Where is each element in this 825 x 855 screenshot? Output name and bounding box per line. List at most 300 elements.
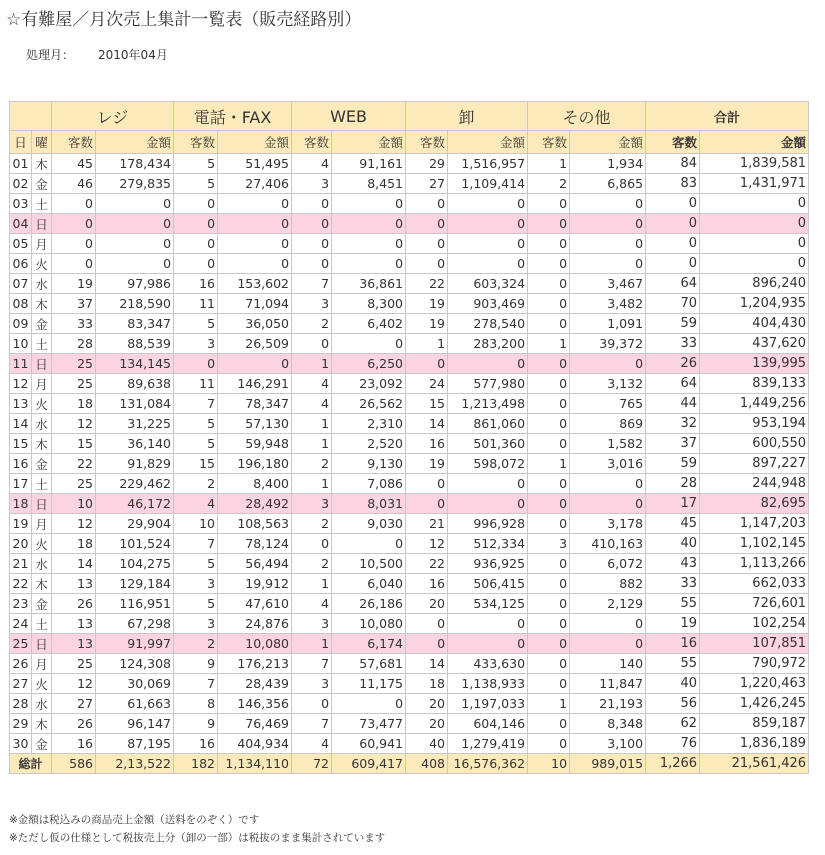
weekday-cell: 月	[32, 374, 52, 394]
value-cell: 61,663	[96, 694, 174, 714]
day-cell: 16	[10, 454, 32, 474]
value-cell: 0	[332, 194, 406, 214]
value-cell: 10,080	[332, 614, 406, 634]
column-header-amount: 金額	[218, 131, 292, 154]
value-cell: 0	[406, 214, 448, 234]
table-row	[10, 474, 809, 494]
value-cell: 2	[174, 474, 218, 494]
value-cell: 1,934	[570, 154, 646, 174]
value-cell: 45	[52, 154, 96, 174]
value-cell: 0	[528, 414, 570, 434]
total-value-cell: 600,550	[700, 434, 809, 454]
day-cell: 29	[10, 714, 32, 734]
value-cell: 0	[528, 594, 570, 614]
value-cell: 6,040	[332, 574, 406, 594]
value-cell: 0	[96, 194, 174, 214]
value-cell: 4	[292, 594, 332, 614]
value-cell: 0	[96, 254, 174, 274]
day-cell: 06	[10, 254, 32, 274]
value-cell: 3,132	[570, 374, 646, 394]
day-cell: 30	[10, 734, 32, 754]
value-cell: 0	[448, 214, 528, 234]
weekday-cell: 土	[32, 194, 52, 214]
value-cell: 28,439	[218, 674, 292, 694]
value-cell: 0	[332, 254, 406, 274]
value-cell: 16	[52, 734, 96, 754]
value-cell: 25	[52, 354, 96, 374]
value-cell: 36,861	[332, 274, 406, 294]
value-cell: 882	[570, 574, 646, 594]
table-row	[10, 454, 809, 474]
total-value-cell: 662,033	[700, 574, 809, 594]
total-value-cell: 17	[646, 494, 700, 514]
table-row	[10, 694, 809, 714]
value-cell: 0	[528, 554, 570, 574]
value-cell: 0	[448, 494, 528, 514]
value-cell: 36,140	[96, 434, 174, 454]
processing-month-label: 処理月：	[26, 48, 75, 62]
value-cell: 0	[52, 234, 96, 254]
value-cell: 0	[406, 354, 448, 374]
value-cell: 26	[52, 714, 96, 734]
day-cell: 20	[10, 534, 32, 554]
value-cell: 0	[292, 694, 332, 714]
total-value-cell: 84	[646, 154, 700, 174]
value-cell: 11,847	[570, 674, 646, 694]
total-value-cell: 1,113,266	[700, 554, 809, 574]
value-cell: 903,469	[448, 294, 528, 314]
value-cell: 1	[292, 634, 332, 654]
table-row	[10, 294, 809, 314]
total-value-cell: 839,133	[700, 374, 809, 394]
value-cell: 0	[528, 514, 570, 534]
value-cell: 19	[406, 294, 448, 314]
total-value-cell: 55	[646, 654, 700, 674]
weekday-cell: 月	[32, 514, 52, 534]
total-cell: 586	[52, 754, 96, 774]
value-cell: 0	[570, 634, 646, 654]
value-cell: 12	[52, 414, 96, 434]
value-cell: 83,347	[96, 314, 174, 334]
value-cell: 11	[174, 294, 218, 314]
group-header-total: 合計	[646, 102, 809, 131]
value-cell: 433,630	[448, 654, 528, 674]
total-value-cell: 32	[646, 414, 700, 434]
value-cell: 1	[292, 354, 332, 374]
weekday-cell: 月	[32, 654, 52, 674]
weekday-cell: 木	[32, 434, 52, 454]
value-cell: 936,925	[448, 554, 528, 574]
total-value-cell: 16	[646, 634, 700, 654]
value-cell: 0	[52, 254, 96, 274]
value-cell: 0	[448, 194, 528, 214]
value-cell: 0	[528, 294, 570, 314]
table-row	[10, 534, 809, 554]
value-cell: 31,225	[96, 414, 174, 434]
weekday-cell: 日	[32, 214, 52, 234]
value-cell: 0	[52, 194, 96, 214]
value-cell: 0	[406, 614, 448, 634]
value-cell: 0	[52, 214, 96, 234]
value-cell: 0	[528, 194, 570, 214]
day-cell: 17	[10, 474, 32, 494]
value-cell: 0	[570, 474, 646, 494]
table-row	[10, 514, 809, 534]
value-cell: 124,308	[96, 654, 174, 674]
value-cell: 6,072	[570, 554, 646, 574]
value-cell: 0	[174, 354, 218, 374]
value-cell: 8	[174, 694, 218, 714]
day-cell: 18	[10, 494, 32, 514]
value-cell: 0	[570, 354, 646, 374]
value-cell: 0	[528, 274, 570, 294]
value-cell: 0	[292, 534, 332, 554]
column-header-amount: 金額	[570, 131, 646, 154]
value-cell: 57,130	[218, 414, 292, 434]
total-value-cell: 44	[646, 394, 700, 414]
total-value-cell: 82,695	[700, 494, 809, 514]
page-title: ☆有難屋／月次売上集計一覧表（販売経路別）	[6, 10, 362, 30]
footnote: ※金額は税込みの商品売上金額（送料をのぞく）です	[9, 814, 260, 826]
value-cell: 1	[292, 574, 332, 594]
value-cell: 501,360	[448, 434, 528, 454]
value-cell: 51,495	[218, 154, 292, 174]
value-cell: 0	[292, 334, 332, 354]
value-cell: 1,279,419	[448, 734, 528, 754]
value-cell: 996,928	[448, 514, 528, 534]
value-cell: 5	[174, 434, 218, 454]
day-cell: 14	[10, 414, 32, 434]
value-cell: 0	[332, 334, 406, 354]
value-cell: 0	[406, 194, 448, 214]
value-cell: 101,524	[96, 534, 174, 554]
value-cell: 1	[292, 474, 332, 494]
value-cell: 56,494	[218, 554, 292, 574]
total-value-cell: 83	[646, 174, 700, 194]
value-cell: 0	[332, 534, 406, 554]
total-value-cell: 726,601	[700, 594, 809, 614]
weekday-cell: 金	[32, 734, 52, 754]
value-cell: 6,865	[570, 174, 646, 194]
value-cell: 1,091	[570, 314, 646, 334]
column-header-total-amount: 金額	[700, 131, 809, 154]
value-cell: 3,482	[570, 294, 646, 314]
value-cell: 24	[406, 374, 448, 394]
group-header-other: その他	[528, 102, 646, 131]
total-value-cell: 0	[646, 194, 700, 214]
value-cell: 6,174	[332, 634, 406, 654]
value-cell: 36,050	[218, 314, 292, 334]
value-cell: 0	[332, 234, 406, 254]
value-cell: 108,563	[218, 514, 292, 534]
total-value-cell: 1,147,203	[700, 514, 809, 534]
value-cell: 1,582	[570, 434, 646, 454]
weekday-cell: 水	[32, 414, 52, 434]
day-cell: 21	[10, 554, 32, 574]
value-cell: 20	[406, 594, 448, 614]
day-cell: 11	[10, 354, 32, 374]
value-cell: 3	[292, 674, 332, 694]
value-cell: 5	[174, 314, 218, 334]
value-cell: 598,072	[448, 454, 528, 474]
value-cell: 0	[570, 194, 646, 214]
value-cell: 2	[174, 634, 218, 654]
weekday-cell: 金	[32, 454, 52, 474]
total-value-cell: 76	[646, 734, 700, 754]
value-cell: 91,161	[332, 154, 406, 174]
total-value-cell: 790,972	[700, 654, 809, 674]
total-value-cell: 62	[646, 714, 700, 734]
value-cell: 4	[174, 494, 218, 514]
weekday-cell: 火	[32, 394, 52, 414]
value-cell: 88,539	[96, 334, 174, 354]
value-cell: 869	[570, 414, 646, 434]
table-row	[10, 674, 809, 694]
value-cell: 7	[292, 274, 332, 294]
value-cell: 0	[528, 234, 570, 254]
value-cell: 0	[528, 474, 570, 494]
value-cell: 26,562	[332, 394, 406, 414]
total-cell: 16,576,362	[448, 754, 528, 774]
value-cell: 0	[528, 214, 570, 234]
total-value-cell: 139,995	[700, 354, 809, 374]
value-cell: 23,092	[332, 374, 406, 394]
table-row	[10, 274, 809, 294]
value-cell: 8,300	[332, 294, 406, 314]
value-cell: 0	[570, 214, 646, 234]
value-cell: 1,516,957	[448, 154, 528, 174]
table-row	[10, 234, 809, 254]
value-cell: 12	[52, 514, 96, 534]
value-cell: 27	[52, 694, 96, 714]
grand-total-count: 1,266	[646, 754, 700, 774]
weekday-cell: 日	[32, 354, 52, 374]
weekday-cell: 金	[32, 314, 52, 334]
value-cell: 13	[52, 614, 96, 634]
total-value-cell: 64	[646, 374, 700, 394]
value-cell: 14	[406, 654, 448, 674]
total-value-cell: 0	[700, 214, 809, 234]
total-value-cell: 64	[646, 274, 700, 294]
value-cell: 0	[448, 634, 528, 654]
value-cell: 47,610	[218, 594, 292, 614]
column-header-count: 客数	[406, 131, 448, 154]
value-cell: 29,904	[96, 514, 174, 534]
value-cell: 13	[52, 634, 96, 654]
total-value-cell: 1,839,581	[700, 154, 809, 174]
value-cell: 22	[406, 554, 448, 574]
processing-month-value: 2010年04月	[98, 48, 168, 62]
value-cell: 37	[52, 294, 96, 314]
value-cell: 0	[174, 254, 218, 274]
value-cell: 1	[292, 434, 332, 454]
value-cell: 1,138,933	[448, 674, 528, 694]
total-value-cell: 1,426,245	[700, 694, 809, 714]
table-row	[10, 634, 809, 654]
weekday-cell: 水	[32, 694, 52, 714]
total-value-cell: 953,194	[700, 414, 809, 434]
value-cell: 0	[292, 234, 332, 254]
total-value-cell: 26	[646, 354, 700, 374]
value-cell: 5	[174, 414, 218, 434]
value-cell: 8,348	[570, 714, 646, 734]
column-header-count: 客数	[528, 131, 570, 154]
weekday-cell: 火	[32, 674, 52, 694]
value-cell: 91,997	[96, 634, 174, 654]
value-cell: 25	[52, 654, 96, 674]
group-header-web: WEB	[292, 102, 406, 131]
value-cell: 5	[174, 554, 218, 574]
value-cell: 0	[332, 694, 406, 714]
value-cell: 0	[570, 234, 646, 254]
value-cell: 0	[570, 254, 646, 274]
weekday-cell: 木	[32, 154, 52, 174]
weekday-cell: 火	[32, 254, 52, 274]
day-cell: 07	[10, 274, 32, 294]
value-cell: 14	[52, 554, 96, 574]
value-cell: 89,638	[96, 374, 174, 394]
value-cell: 78,347	[218, 394, 292, 414]
value-cell: 13	[52, 574, 96, 594]
total-value-cell: 1,102,145	[700, 534, 809, 554]
value-cell: 27	[406, 174, 448, 194]
day-cell: 27	[10, 674, 32, 694]
value-cell: 67,298	[96, 614, 174, 634]
value-cell: 16	[174, 734, 218, 754]
value-cell: 765	[570, 394, 646, 414]
value-cell: 0	[406, 234, 448, 254]
value-cell: 8,451	[332, 174, 406, 194]
value-cell: 0	[174, 234, 218, 254]
value-cell: 196,180	[218, 454, 292, 474]
total-value-cell: 43	[646, 554, 700, 574]
value-cell: 5	[174, 154, 218, 174]
value-cell: 153,602	[218, 274, 292, 294]
value-cell: 0	[448, 234, 528, 254]
value-cell: 33	[52, 314, 96, 334]
value-cell: 19	[406, 314, 448, 334]
value-cell: 2	[292, 554, 332, 574]
total-value-cell: 1,431,971	[700, 174, 809, 194]
total-value-cell: 0	[700, 194, 809, 214]
value-cell: 21,193	[570, 694, 646, 714]
day-cell: 09	[10, 314, 32, 334]
total-value-cell: 1,836,189	[700, 734, 809, 754]
value-cell: 1	[528, 454, 570, 474]
value-cell: 3	[292, 614, 332, 634]
value-cell: 506,415	[448, 574, 528, 594]
value-cell: 59,948	[218, 434, 292, 454]
value-cell: 0	[528, 614, 570, 634]
value-cell: 27,406	[218, 174, 292, 194]
value-cell: 0	[528, 354, 570, 374]
value-cell: 0	[218, 234, 292, 254]
value-cell: 4	[292, 734, 332, 754]
value-cell: 2,129	[570, 594, 646, 614]
total-cell: 72	[292, 754, 332, 774]
total-value-cell: 37	[646, 434, 700, 454]
column-header-count: 客数	[52, 131, 96, 154]
value-cell: 0	[528, 734, 570, 754]
value-cell: 14	[406, 414, 448, 434]
value-cell: 6,250	[332, 354, 406, 374]
total-cell: 989,015	[570, 754, 646, 774]
value-cell: 410,163	[570, 534, 646, 554]
value-cell: 3	[528, 534, 570, 554]
value-cell: 604,146	[448, 714, 528, 734]
total-value-cell: 33	[646, 574, 700, 594]
value-cell: 16	[406, 434, 448, 454]
value-cell: 5	[174, 594, 218, 614]
value-cell: 46	[52, 174, 96, 194]
day-cell: 05	[10, 234, 32, 254]
value-cell: 91,829	[96, 454, 174, 474]
group-header-phone-fax: 電話・FAX	[174, 102, 292, 131]
weekday-cell: 金	[32, 174, 52, 194]
total-value-cell: 1,204,935	[700, 294, 809, 314]
column-header-amount: 金額	[96, 131, 174, 154]
table-row	[10, 154, 809, 174]
value-cell: 24,876	[218, 614, 292, 634]
value-cell: 0	[528, 634, 570, 654]
table-row	[10, 394, 809, 414]
value-cell: 9,130	[332, 454, 406, 474]
value-cell: 4	[292, 154, 332, 174]
value-cell: 3	[292, 294, 332, 314]
total-value-cell: 59	[646, 314, 700, 334]
value-cell: 1,197,033	[448, 694, 528, 714]
value-cell: 3	[174, 334, 218, 354]
weekday-cell: 土	[32, 334, 52, 354]
table-row	[10, 654, 809, 674]
table-row	[10, 594, 809, 614]
value-cell: 19,912	[218, 574, 292, 594]
value-cell: 7	[174, 674, 218, 694]
processing-month	[26, 46, 168, 63]
value-cell: 19	[52, 274, 96, 294]
table-row	[10, 194, 809, 214]
value-cell: 0	[448, 354, 528, 374]
value-cell: 0	[96, 234, 174, 254]
table-row	[10, 574, 809, 594]
day-cell: 10	[10, 334, 32, 354]
day-cell: 12	[10, 374, 32, 394]
column-header-count: 客数	[174, 131, 218, 154]
value-cell: 7	[292, 654, 332, 674]
weekday-cell: 土	[32, 614, 52, 634]
value-cell: 0	[406, 474, 448, 494]
value-cell: 146,291	[218, 374, 292, 394]
value-cell: 7	[292, 714, 332, 734]
totals-row	[10, 754, 809, 774]
value-cell: 146,356	[218, 694, 292, 714]
value-cell: 29	[406, 154, 448, 174]
value-cell: 176,213	[218, 654, 292, 674]
total-value-cell: 0	[646, 234, 700, 254]
value-cell: 0	[332, 214, 406, 234]
table-row	[10, 554, 809, 574]
value-cell: 10,500	[332, 554, 406, 574]
value-cell: 0	[406, 254, 448, 274]
value-cell: 76,469	[218, 714, 292, 734]
value-cell: 0	[292, 254, 332, 274]
total-value-cell: 0	[700, 234, 809, 254]
total-value-cell: 0	[700, 254, 809, 274]
weekday-cell: 木	[32, 294, 52, 314]
group-header-wholesale: 卸	[406, 102, 528, 131]
value-cell: 278,540	[448, 314, 528, 334]
value-cell: 0	[292, 194, 332, 214]
